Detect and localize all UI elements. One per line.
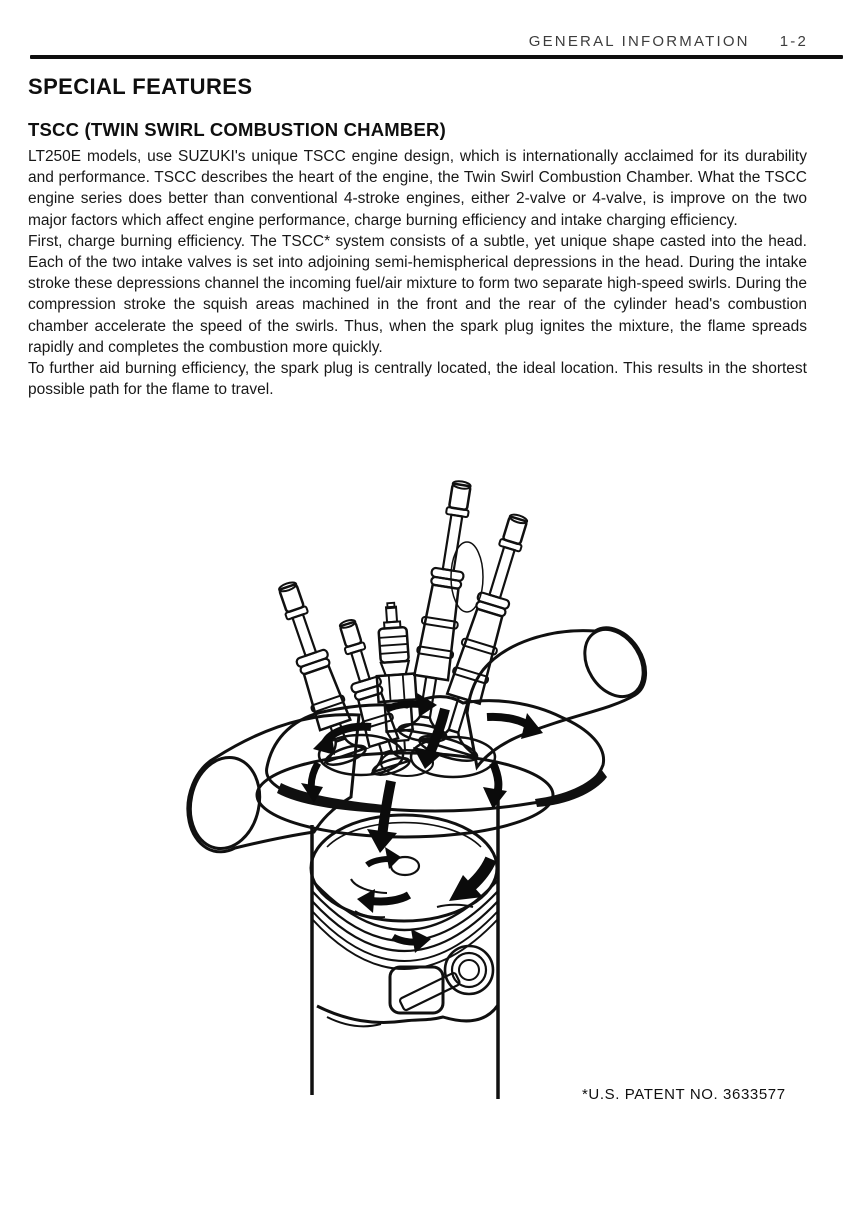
paragraph: First, charge burning efficiency. The TSCC* system consists of a subtle, yet unique shape casted into the head. Each of the two intake valves is set into adjoining semi-hemispherical depressions in the head. During the intake stroke these depressions channel the incoming fuel/air mixture to form two separate high-speed swirls. During the compression stroke the squish areas machined in the front and the rear of the cylinder head's combustion chamber accelerate the speed of the swirls. Thus, when the spark plug ignites the mixture, the flame spreads rapidly and completes the combustion more quickly. [28,232,807,356]
header-divider [30,55,843,59]
patent-note: *U.S. PATENT NO. 3633577 [582,1086,786,1103]
section-heading: TSCC (TWIN SWIRL COMBUSTION CHAMBER) [28,119,446,140]
paragraph: To further aid burning efficiency, the spark plug is centrally located, the ideal location. This results in the shortest possible path for the flame to travel. [28,360,807,399]
page-header [30,33,808,50]
header-page-number: 1-2 [779,33,808,50]
intake-valve-left-outer [267,577,368,769]
tscc-engine-figure [55,465,695,1120]
tscc-engine-illustration [55,465,695,1120]
piston [311,815,498,1026]
port-opening [182,751,268,855]
paragraph: LT250E models, use SUZUKI's unique TSCC engine design, which is internationally acclaimed for its durability and performance. TSCC describes the heart of the engine, the Twin Swirl Combustion Chamber. What the TSCC engine series does better than conventional 4-stroke engines, either 2-valve or 4-valve, is improve on the two major factors which affect engine performance, charge burning efficiency and intake charging efficiency. [28,148,807,229]
head-gasket-shadow [277,783,385,813]
header-section-label: GENERAL INFORMATION [528,33,750,50]
connecting-rod [399,972,460,1011]
head-gasket-shadow [535,769,607,807]
body-text [28,146,807,400]
page-title: SPECIAL FEATURES [28,74,253,99]
